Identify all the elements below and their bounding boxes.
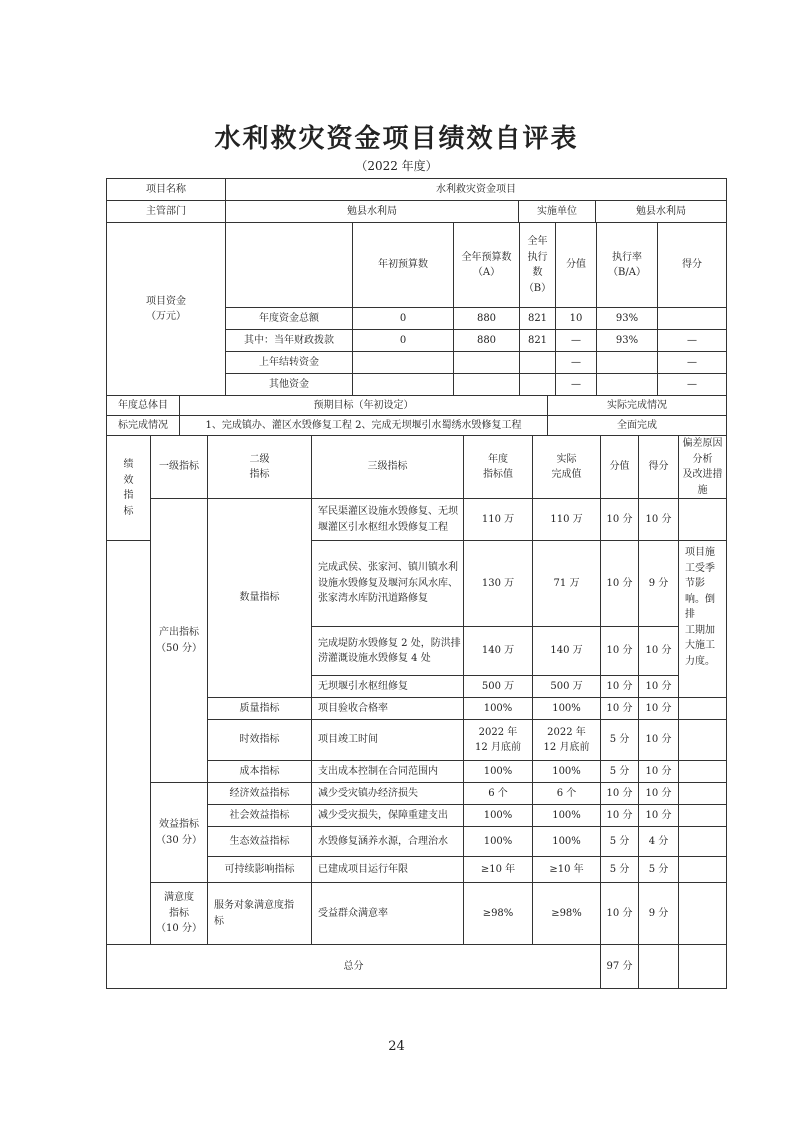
output-indicator-label: 产出指标 （50 分） <box>151 499 208 783</box>
impl-unit-label: 实施单位 <box>519 201 596 223</box>
benefit-sub-label: 经济效益指标 <box>208 783 312 805</box>
funds-row-initial <box>353 374 454 396</box>
indicator-value: 5 分 <box>601 761 639 783</box>
indicator-value: 10 分 <box>601 627 639 676</box>
indicator-value: 5 分 <box>601 720 639 761</box>
quality-indicator-label: 质量指标 <box>208 698 312 720</box>
indicator-value: 10 分 <box>601 676 639 698</box>
indicator-score: 10 分 <box>639 720 679 761</box>
indicator-header-target: 年度 指标值 <box>464 436 533 499</box>
indicator-desc: 水毁修复涵养水源，合理治水 <box>312 827 464 857</box>
indicator-target: 2022 年 12 月底前 <box>464 720 533 761</box>
indicator-value: 5 分 <box>601 827 639 857</box>
indicator-score: 10 分 <box>639 627 679 676</box>
indicator-target: 100% <box>464 698 533 720</box>
table-row <box>107 499 727 541</box>
indicator-reason-empty <box>679 720 727 761</box>
funds-header-score: 得分 <box>658 223 727 308</box>
funds-row-executed: 821 <box>520 330 556 352</box>
indicator-score: 9 分 <box>639 541 679 627</box>
indicator-header-value: 分值 <box>601 436 639 499</box>
funds-header-blank <box>226 223 353 308</box>
project-name-value: 水利救灾资金项目 <box>226 179 727 201</box>
indicator-actual: 110 万 <box>533 499 601 541</box>
indicator-actual: ≥10 年 <box>533 857 601 883</box>
indicator-value: 10 分 <box>601 499 639 541</box>
indicators-table <box>106 435 727 989</box>
indicator-target: 100% <box>464 827 533 857</box>
indicator-header-actual: 实际 完成值 <box>533 436 601 499</box>
indicator-target: 6 个 <box>464 783 533 805</box>
indicator-target: 130 万 <box>464 541 533 627</box>
funds-row-score: — <box>658 330 727 352</box>
dept-label: 主管部门 <box>107 201 226 223</box>
indicator-desc: 项目竣工时间 <box>312 720 464 761</box>
indicator-reason-empty <box>679 827 727 857</box>
indicator-desc: 完成武侯、张家河、镇川镇水利 设施水毁修复及堰河东风水库、 张家湾水库防汛道路修复 <box>312 541 464 627</box>
benefit-sub-label: 生态效益指标 <box>208 827 312 857</box>
indicator-target: ≥98% <box>464 883 533 945</box>
overall-label-line2: 标完成情况 <box>107 416 180 436</box>
indicator-score: 10 分 <box>639 698 679 720</box>
indicator-score: 10 分 <box>639 761 679 783</box>
quantity-indicator-label: 数量指标 <box>208 499 312 698</box>
funds-row-value: 10 <box>556 308 597 330</box>
indicator-target: 500 万 <box>464 676 533 698</box>
funds-row-score: — <box>658 352 727 374</box>
funds-row-initial: 0 <box>353 308 454 330</box>
indicator-score: 10 分 <box>639 783 679 805</box>
total-row <box>107 945 727 989</box>
funds-table <box>106 222 727 396</box>
indicator-desc: 已建成项目运行年限 <box>312 857 464 883</box>
funds-row-rate: 93% <box>597 308 658 330</box>
indicator-header-level2: 二级 指标 <box>208 436 312 499</box>
project-name-label: 项目名称 <box>107 179 226 201</box>
benefit-sub-label: 社会效益指标 <box>208 805 312 827</box>
indicator-target: ≥10 年 <box>464 857 533 883</box>
funds-row-executed <box>520 374 556 396</box>
indicator-score: 10 分 <box>639 805 679 827</box>
overall-label-line1: 年度总体目 <box>107 396 180 416</box>
indicator-actual: 2022 年 12 月底前 <box>533 720 601 761</box>
total-empty <box>679 945 727 989</box>
indicator-score: 4 分 <box>639 827 679 857</box>
page-title: 水利救灾资金项目绩效自评表 <box>214 124 579 154</box>
indicator-desc: 军民渠灌区设施水毁修复、无坝 堰灌区引水枢纽水毁修复工程 <box>312 499 464 541</box>
funds-row-rate <box>597 374 658 396</box>
indicator-reason-empty <box>679 499 727 541</box>
indicator-desc: 无坝堰引水枢纽修复 <box>312 676 464 698</box>
indicator-section-blank <box>107 541 151 945</box>
funds-row-value: — <box>556 330 597 352</box>
indicator-value: 10 分 <box>601 883 639 945</box>
indicator-value: 10 分 <box>601 698 639 720</box>
funds-row-name: 年度资金总额 <box>226 308 353 330</box>
funds-row-value: — <box>556 352 597 374</box>
indicator-value: 5 分 <box>601 857 639 883</box>
indicator-reason-empty <box>679 805 727 827</box>
indicator-section-label: 绩 效 指 标 <box>107 436 151 541</box>
funds-row-annual <box>454 374 520 396</box>
indicator-header-level3: 三级指标 <box>312 436 464 499</box>
funds-row-executed: 821 <box>520 308 556 330</box>
overall-actual-text: 全面完成 <box>548 416 727 436</box>
funds-row-rate: 93% <box>597 330 658 352</box>
indicator-target: 100% <box>464 805 533 827</box>
funds-row-name: 其中：当年财政拨款 <box>226 330 353 352</box>
funds-row-annual: 880 <box>454 308 520 330</box>
satisfaction-indicator-label: 满意度 指标 （10 分） <box>151 883 208 945</box>
indicator-value: 10 分 <box>601 805 639 827</box>
overall-target-header: 预期目标（年初设定） <box>180 396 548 416</box>
indicator-target: 140 万 <box>464 627 533 676</box>
funds-header-value: 分值 <box>556 223 597 308</box>
funds-header-initial: 年初预算数 <box>353 223 454 308</box>
satisfaction-sub-label: 服务对象满意度指 标 <box>208 883 312 945</box>
timeliness-indicator-label: 时效指标 <box>208 720 312 761</box>
indicator-reason-empty <box>679 761 727 783</box>
funds-row-name: 上年结转资金 <box>226 352 353 374</box>
dept-value: 勉县水利局 <box>226 201 519 223</box>
indicator-score: 10 分 <box>639 499 679 541</box>
table-row <box>107 783 727 805</box>
funds-row-executed <box>520 352 556 374</box>
funds-row-score: — <box>658 374 727 396</box>
page-number: 24 <box>388 1039 405 1054</box>
indicator-desc: 受益群众满意率 <box>312 883 464 945</box>
indicator-score: 9 分 <box>639 883 679 945</box>
indicator-actual: 500 万 <box>533 676 601 698</box>
indicator-reason-empty <box>679 783 727 805</box>
indicator-actual: 100% <box>533 805 601 827</box>
indicator-header-reason: 偏差原因分析 及改进措施 <box>679 436 727 499</box>
total-value: 97 分 <box>601 945 639 989</box>
funds-header-executed: 全年 执行 数 （B） <box>520 223 556 308</box>
funds-row-initial: 0 <box>353 330 454 352</box>
funds-label: 项目资金 （万元） <box>107 223 226 396</box>
indicator-score: 5 分 <box>639 857 679 883</box>
indicator-desc: 支出成本控制在合同范围内 <box>312 761 464 783</box>
table-row <box>107 883 727 945</box>
indicator-actual: 140 万 <box>533 627 601 676</box>
funds-row-rate <box>597 352 658 374</box>
indicator-desc: 完成堤防水毁修复 2 处，防洪排 涝灌溉设施水毁修复 4 处 <box>312 627 464 676</box>
indicator-desc: 项目验收合格率 <box>312 698 464 720</box>
indicator-actual: 100% <box>533 827 601 857</box>
indicator-reason-empty <box>679 883 727 945</box>
indicator-actual: 6 个 <box>533 783 601 805</box>
indicator-reason-empty <box>679 857 727 883</box>
indicator-target: 100% <box>464 761 533 783</box>
funds-row-value: — <box>556 374 597 396</box>
overall-target-table <box>106 395 727 436</box>
indicator-actual: ≥98% <box>533 883 601 945</box>
indicator-target: 110 万 <box>464 499 533 541</box>
indicator-header-score: 得分 <box>639 436 679 499</box>
year-subtitle: （2022 年度） <box>355 159 438 173</box>
overall-actual-header: 实际完成情况 <box>548 396 727 416</box>
indicator-desc: 减少受灾镇办经济损失 <box>312 783 464 805</box>
indicator-score: 10 分 <box>639 676 679 698</box>
indicator-desc: 减少受灾损失，保障重建支出 <box>312 805 464 827</box>
basic-info-table <box>106 178 727 223</box>
indicator-reason-empty <box>679 698 727 720</box>
impl-unit-value: 勉县水利局 <box>596 201 727 223</box>
cost-indicator-label: 成本指标 <box>208 761 312 783</box>
funds-row-annual: 880 <box>454 330 520 352</box>
indicator-actual: 100% <box>533 761 601 783</box>
funds-row-annual <box>454 352 520 374</box>
funds-row-initial <box>353 352 454 374</box>
benefit-sub-label: 可持续影响指标 <box>208 857 312 883</box>
benefit-indicator-label: 效益指标 （30 分） <box>151 783 208 883</box>
indicator-value: 10 分 <box>601 783 639 805</box>
indicator-header-level1: 一级指标 <box>151 436 208 499</box>
funds-row-name: 其他资金 <box>226 374 353 396</box>
funds-row-score <box>658 308 727 330</box>
indicator-actual: 71 万 <box>533 541 601 627</box>
indicator-value: 10 分 <box>601 541 639 627</box>
total-label: 总分 <box>107 945 601 989</box>
indicator-actual: 100% <box>533 698 601 720</box>
quantity-deviation-reason: 项目施工受季 节影响。倒排 工期加大施工 力度。 <box>679 541 727 698</box>
total-empty <box>639 945 679 989</box>
funds-header-annual: 全年预算数 （A） <box>454 223 520 308</box>
overall-target-text: 1、完成镇办、灌区水毁修复工程 2、完成无坝堰引水蜀绣水毁修复工程 <box>180 416 548 436</box>
funds-header-rate: 执行率 （B/A） <box>597 223 658 308</box>
